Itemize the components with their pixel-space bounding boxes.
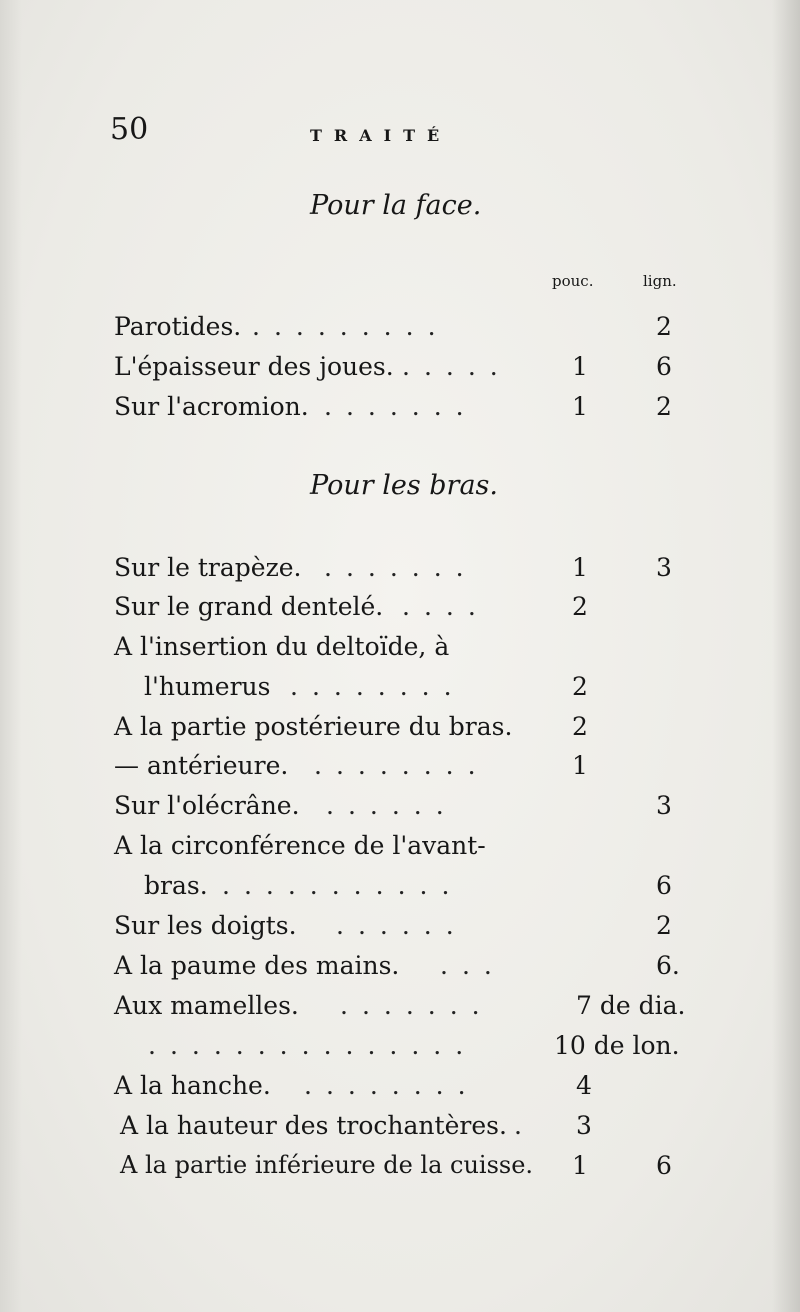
entry-label: l'humerus: [144, 672, 271, 701]
table-row: A la hauteur des trochantères. . 3: [120, 1111, 592, 1140]
entry-lign: 6: [656, 352, 672, 381]
entry-lign: 6: [656, 871, 672, 900]
table-row: Sur les doigts. ...... 2: [114, 911, 672, 940]
entry-label: A la partie inférieure de la cuisse.: [120, 1151, 534, 1179]
entry-label: A la hauteur des trochantères.: [120, 1111, 507, 1140]
entry-label: Sur le grand dentelé.: [114, 592, 384, 621]
entry-pouc: 1: [572, 1151, 588, 1180]
section-heading-face: Pour la face.: [310, 190, 482, 221]
table-row: A la hanche. ........ 4: [114, 1071, 592, 1100]
table-row: ............... 10 de lon.: [148, 1031, 680, 1060]
entry-label: — antérieure.: [114, 751, 289, 780]
entry-label: Parotides.: [114, 312, 242, 341]
entry-label: Sur l'acromion.: [114, 392, 309, 421]
entry-pouc: 2: [572, 592, 588, 621]
table-row: Parotides. ......... 2: [114, 312, 672, 341]
column-header-lign: lign.: [643, 272, 677, 290]
table-row: Sur le trapèze. ....... 1 3: [114, 553, 672, 582]
section-heading-bras: Pour les bras.: [310, 470, 498, 501]
entry-label: Sur les doigts.: [114, 911, 297, 940]
entry-pouc: 1: [572, 352, 588, 381]
table-row: [114, 632, 704, 672]
entry-lign: 2: [656, 911, 672, 940]
table-row: Sur l'olécrâne. ...... 3: [114, 791, 672, 820]
entry-lign: 2: [656, 392, 672, 421]
entry-pouc: 1: [572, 751, 588, 780]
entry-label: Sur le trapèze.: [114, 553, 302, 582]
entry-lign: 3: [656, 791, 672, 820]
entry-label: A l'insertion du deltoïde, à: [114, 632, 450, 661]
entry-pouc: 10 de lon.: [554, 1031, 680, 1060]
entry-pouc: 4: [576, 1071, 592, 1100]
entry-label: A la partie postérieure du bras.: [114, 712, 513, 741]
entry-label: bras.: [144, 871, 208, 900]
entry-lign: 2: [656, 312, 672, 341]
table-row: [114, 1151, 704, 1191]
entry-pouc: 1: [572, 553, 588, 582]
table-row: — antérieure. ........ 1: [114, 751, 588, 780]
entry-label: L'épaisseur des joues.: [114, 352, 394, 381]
table-row: l'humerus ........ 2: [144, 672, 588, 701]
table-row: A la paume des mains. ... 6.: [114, 951, 680, 980]
entry-lign: 6: [656, 1151, 672, 1180]
entry-label: A la hanche.: [114, 1071, 271, 1100]
table-row: [114, 712, 704, 752]
page-number: 50: [110, 112, 149, 147]
entry-pouc: 2: [572, 712, 588, 741]
table-row: Sur le grand dentelé. .... 2: [114, 592, 588, 621]
entry-label: A la circonférence de l'avant-: [114, 831, 486, 860]
table-row: bras. ........... 6: [144, 871, 672, 900]
table-row: Aux mamelles. ....... 7 de dia.: [114, 991, 686, 1020]
entry-label: Aux mamelles.: [114, 991, 299, 1020]
entry-label: Sur l'olécrâne.: [114, 791, 300, 820]
page-header: [110, 112, 700, 152]
entry-lign: 3: [656, 553, 672, 582]
entry-pouc: 3: [576, 1111, 592, 1140]
entry-lign: 6.: [656, 951, 680, 980]
table-row: Sur l'acromion. ....... 1 2: [114, 392, 672, 421]
column-header-pouc: pouc.: [552, 272, 594, 290]
table-row: [114, 831, 704, 871]
entry-pouc: 7 de dia.: [576, 991, 686, 1020]
entry-pouc: 2: [572, 672, 588, 701]
table-row: L'épaisseur des joues. ..... 1 6: [114, 352, 672, 381]
running-title: TRAITÉ: [310, 126, 452, 145]
entry-label: A la paume des mains.: [114, 951, 400, 980]
entry-pouc: 1: [572, 392, 588, 421]
